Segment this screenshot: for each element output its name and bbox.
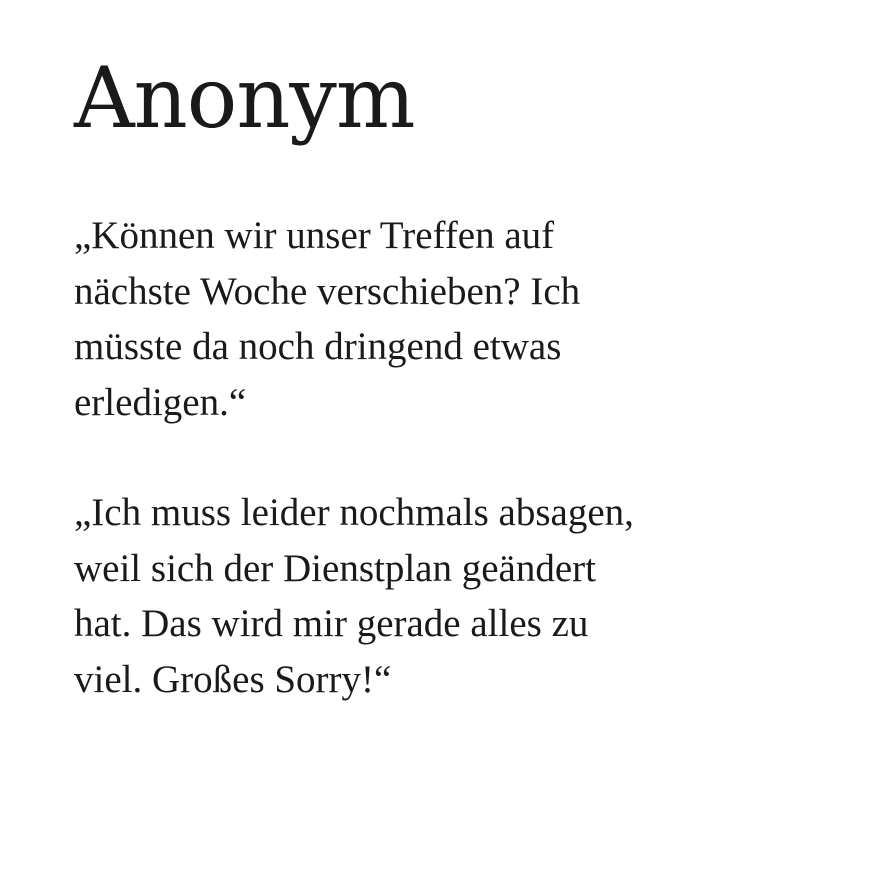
quote-list bbox=[74, 208, 804, 707]
page-title: Anonym bbox=[74, 49, 415, 147]
quote-first: „Können wir unser Treffen auf nächste Woche verschieben? Ich müsste da noch dringend etwas erledigen.“ bbox=[74, 214, 581, 424]
quote-second: „Ich muss leider nochmals absagen, weil sich der Dienstplan geändert hat. Das wird mir gerade alles zu viel. Großes Sorry!“ bbox=[74, 491, 634, 701]
